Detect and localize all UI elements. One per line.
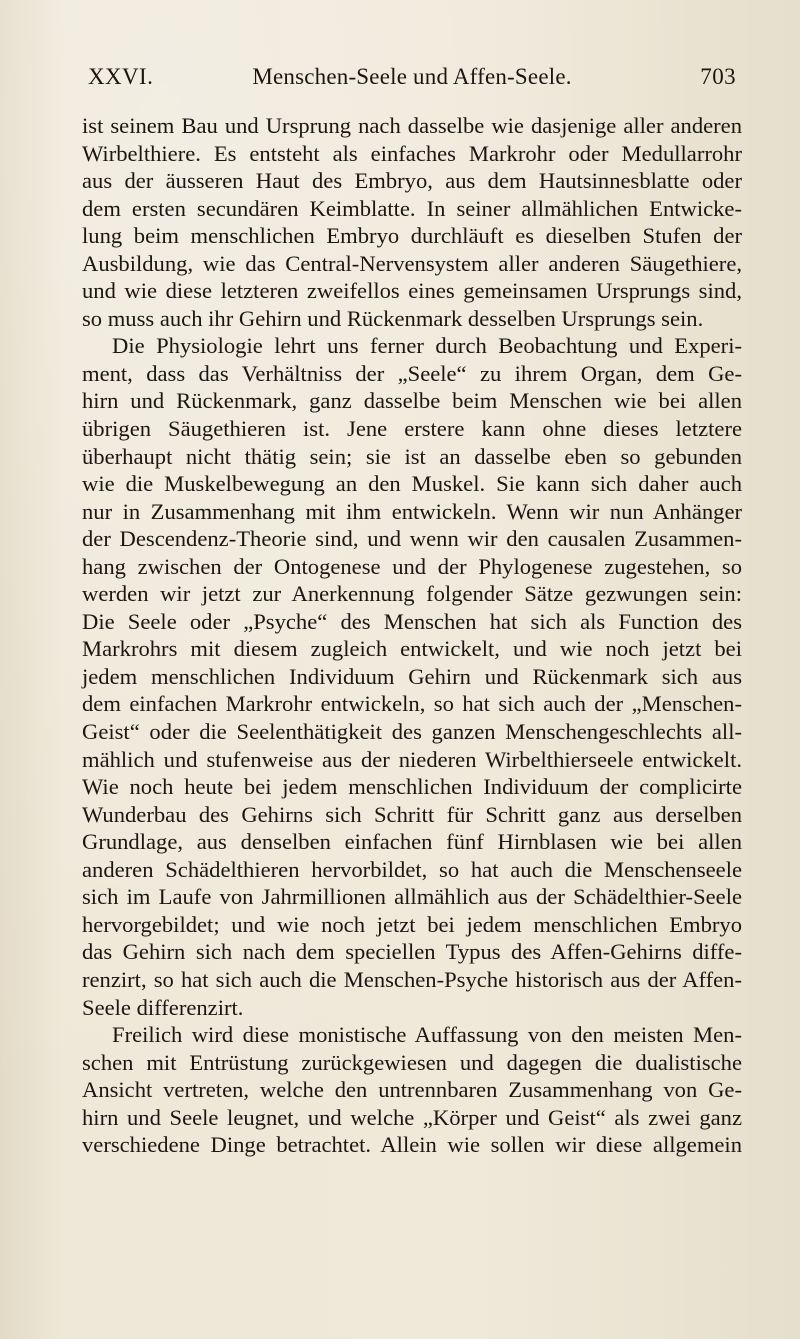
- text-line: Wunderbau des Gehirns sich Schritt für Schritt ganz aus derselben: [82, 801, 742, 827]
- body-text: [82, 112, 742, 1159]
- text-line: und wie diese letzteren zweifellos eines gemeinsamen Ursprungs sind,: [82, 278, 742, 304]
- text-line: aus der äusseren Haut des Embryo, aus dem Hautsinnesblatte oder: [82, 168, 742, 194]
- text-line: lung beim menschlichen Embryo durchläuft es dieselben Stufen der: [82, 223, 742, 249]
- text-line: mählich und stufenweise aus der niederen Wirbelthierseele entwickelt.: [82, 746, 742, 772]
- text-line: hang zwischen der Ontogenese und der Phylogenese zugestehen, so: [82, 553, 742, 579]
- text-line: überhaupt nicht thätig sein; sie ist an dasselbe eben so gebunden: [82, 443, 742, 469]
- text-line: so muss auch ihr Gehirn und Rückenmark desselben Ursprungs sein.: [82, 305, 704, 331]
- text-line: Die Physiologie lehrt uns ferner durch Beobachtung und Experi-: [112, 333, 742, 359]
- text-line: wie die Muskelbewegung an den Muskel. Sie kann sich daher auch: [82, 471, 742, 497]
- text-line: anderen Schädelthieren hervorbildet, so hat auch die Menschenseele: [82, 856, 742, 882]
- text-line: übrigen Säugethieren ist. Jene erstere kann ohne dieses letztere: [82, 416, 742, 442]
- text-line: hervorgebildet; und wie noch jetzt bei jedem menschlichen Embryo: [82, 911, 742, 937]
- text-line: verschiedene Dinge betrachtet. Allein wie sollen wir diese allgemein: [82, 1132, 742, 1158]
- running-header: [88, 64, 736, 104]
- text-line: renzirt, so hat sich auch die Menschen-Psyche historisch aus der Affen-: [82, 966, 742, 992]
- text-line: Geist“ oder die Seelenthätigkeit des ganzen Menschengeschlechts all-: [82, 719, 742, 745]
- text-line: hirn und Rückenmark, ganz dasselbe beim Menschen wie bei allen: [82, 388, 742, 414]
- text-line: schen mit Entrüstung zurückgewiesen und dagegen die dualistische: [82, 1049, 742, 1075]
- text-line: werden wir jetzt zur Anerkennung folgender Sätze gezwungen sein:: [82, 581, 742, 607]
- chapter-number: XXVI.: [88, 64, 154, 89]
- text-line: Grundlage, aus denselben einfachen fünf Hirnblasen wie bei allen: [82, 829, 742, 855]
- text-line: der Descendenz-Theorie sind, und wenn wir den causalen Zusammen-: [82, 526, 742, 552]
- text-line: Markrohrs mit diesem zugleich entwickelt, und wie noch jetzt bei: [82, 636, 742, 662]
- text-line: das Gehirn sich nach dem speciellen Typus des Affen-Gehirns diffe-: [82, 939, 742, 965]
- text-line: ist seinem Bau und Ursprung nach dasselbe wie dasjenige aller anderen: [82, 113, 742, 138]
- text-line: sich im Laufe von Jahrmillionen allmählich aus der Schädelthier-Seele: [82, 884, 742, 910]
- text-line: Ansicht vertreten, welche den untrennbaren Zusammenhang von Ge-: [82, 1077, 742, 1103]
- text-line: nur in Zusammenhang mit ihm entwickeln. Wenn wir nun Anhänger: [82, 498, 742, 524]
- text-line: Freilich wird diese monistische Auffassung von den meisten Men-: [112, 1022, 742, 1048]
- text-line: Ausbildung, wie das Central-Nervensystem aller anderen Säugethiere,: [82, 250, 742, 276]
- page-number: 703: [700, 64, 736, 89]
- text-line: Seele differenzirt.: [82, 994, 244, 1020]
- text-line: Die Seele oder „Psyche“ des Menschen hat sich als Function des: [82, 608, 742, 634]
- running-title: Menschen-Seele und Affen-Seele.: [252, 64, 572, 89]
- text-line: ment, dass das Verhältniss der „Seele“ zu ihrem Organ, dem Ge-: [82, 360, 742, 386]
- text-line: dem einfachen Markrohr entwickeln, so hat sich auch der „Menschen-: [82, 691, 742, 717]
- text-line: Wie noch heute bei jedem menschlichen Individuum der complicirte: [82, 774, 742, 800]
- text-line: hirn und Seele leugnet, und welche „Körper und Geist“ als zwei ganz: [82, 1104, 742, 1130]
- text-line: Wirbelthiere. Es entsteht als einfaches Markrohr oder Medullarrohr: [82, 140, 742, 166]
- text-line: dem ersten secundären Keimblatte. In seiner allmählichen Entwicke-: [82, 195, 742, 221]
- text-line: jedem menschlichen Individuum Gehirn und Rückenmark sich aus: [82, 663, 742, 689]
